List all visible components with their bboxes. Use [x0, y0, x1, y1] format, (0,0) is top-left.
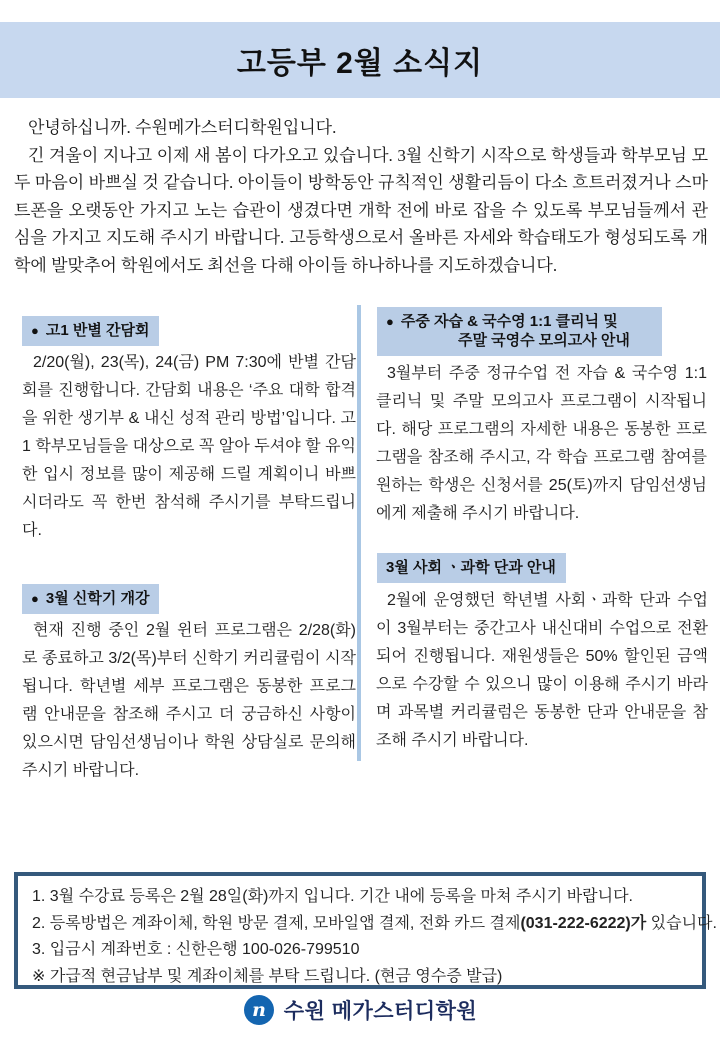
- notice-line-2: 2. 등록방법은 계좌이체, 학원 방문 결제, 모바일앱 결제, 전화 카드 결제(031-222-6222)가 있습니다.: [32, 914, 717, 932]
- megastudy-logo-icon: [243, 994, 275, 1026]
- notice-line-1: 1. 3월 수강료 등록은 2월 28일(화)까지 입니다. 기간 내에 등록을 마쳐 주시기 바랍니다.: [32, 888, 633, 905]
- page-title: 고등부 2월 소식지: [236, 47, 484, 80]
- section-title: 고1 반별 간담회: [45, 322, 150, 339]
- column-divider: [357, 305, 361, 761]
- newsletter-banner: [0, 22, 720, 98]
- notice-box: [14, 872, 717, 989]
- section-body-danwa-guide: 2월에 운영했던 학년별 사회ㆍ과학 단과 수업이 3월부터는 중간고사 내신대비 수업으로 전환되어 진행됩니다. 재원생들은 50% 할인된 금액으로 수강할 수 있으니 많이 이용해 주시기 바라며 과목별 커리큘럼은 동봉한 단과 안내문을 참조해 주시기 바랍니다.: [376, 592, 708, 749]
- bullet-icon: ●: [386, 314, 394, 329]
- bullet-icon: ●: [31, 591, 39, 606]
- intro-greeting: 안녕하십니까. 수원메가스터디학원입니다.: [28, 118, 337, 137]
- section-header-march-semester: [22, 584, 159, 614]
- intro-paragraph: [14, 114, 708, 279]
- section-header-class-meeting: [22, 316, 159, 346]
- academy-name: 수원 메가스터디학원: [283, 1000, 478, 1023]
- logo-glyph: n: [251, 999, 266, 1021]
- section-title: 3월 신학기 개강: [45, 590, 150, 607]
- bullet-icon: ●: [31, 323, 39, 338]
- footer: [0, 994, 720, 1026]
- section-body-march-semester: 현재 진행 중인 2월 윈터 프로그램은 2/28(화)로 종료하고 3/2(목)부터 신학기 커리큘럼이 시작됩니다. 학년별 세부 프로그램은 동봉한 프로그램 안내문을 참조해 주시고 더 궁금하신 사항이 있으시면 담임선생님이나 학원 상담실로 문의해 주시기 바랍니다.: [22, 622, 356, 779]
- section-title-line1: ● 주중 자습 & 국수영 1:1 클리닉 및: [386, 313, 618, 330]
- section-body-class-meeting: 2/20(월), 23(목), 24(금) PM 7:30에 반별 간담회를 진행합니다. 간담회 내용은 ‘주요 대학 합격을 위한 생기부 & 내신 성적 관리 방법’입니다. 고1 학부모님들을 대상으로 꼭 알아 두셔야 할 유익한 입시 정보를 많이 제공해 드릴 계획이니 바쁘시더라도 꼭 한번 참석해 주시기를 부탁드립니다.: [22, 354, 356, 539]
- notice-line-3: 3. 입금시 계좌번호 : 신한은행 100-026-799510: [32, 941, 360, 958]
- intro-body: 긴 겨울이 지나고 이제 새 봄이 다가오고 있습니다. 3월 신학기 시작으로 학생들과 학부모님 모두 마음이 바쁘실 것 같습니다. 아이들이 방학동안 규칙적인 생활리듬이 다소 흐트러졌거나 스마트폰을 오랫동안 가지고 노는 습관이 생겼다면 개학 전에 바로 잡을 수 있도록 부모님들께서 관심을 가지고 지도해 주시기 바랍니다. 고등학생으로서 올바른 자세와 학습태도가 형성되도록 개학에 발맞추어 학원에서도 최선을 다해 아이들 하나하나를 지도하겠습니다.: [14, 145, 708, 275]
- notice-line-4: ※ 가급적 현금납부 및 계좌이체를 부탁 드립니다. (현금 영수증 발급): [32, 967, 503, 985]
- section-title: 3월 사회 ㆍ과학 단과 안내: [386, 559, 556, 576]
- section-title-line2: 주말 국영수 모의고사 안내: [458, 332, 630, 349]
- section-header-danwa-guide: [377, 553, 566, 583]
- phone-number: (031-222-6222)가: [520, 914, 647, 932]
- section-header-clinic-mock-exam: [377, 307, 662, 356]
- section-body-clinic-mock-exam: 3월부터 주중 정규수업 전 자습 & 국수영 1:1 클리닉 및 주말 모의고사 프로그램이 시작됩니다. 해당 프로그램의 자세한 내용은 동봉한 프로그램을 참조해 주시고, 각 학습 프로그램 참여를 원하는 학생은 신청서를 25(토)까지 담임선생님에게 제출해 주시기 바랍니다.: [376, 365, 707, 522]
